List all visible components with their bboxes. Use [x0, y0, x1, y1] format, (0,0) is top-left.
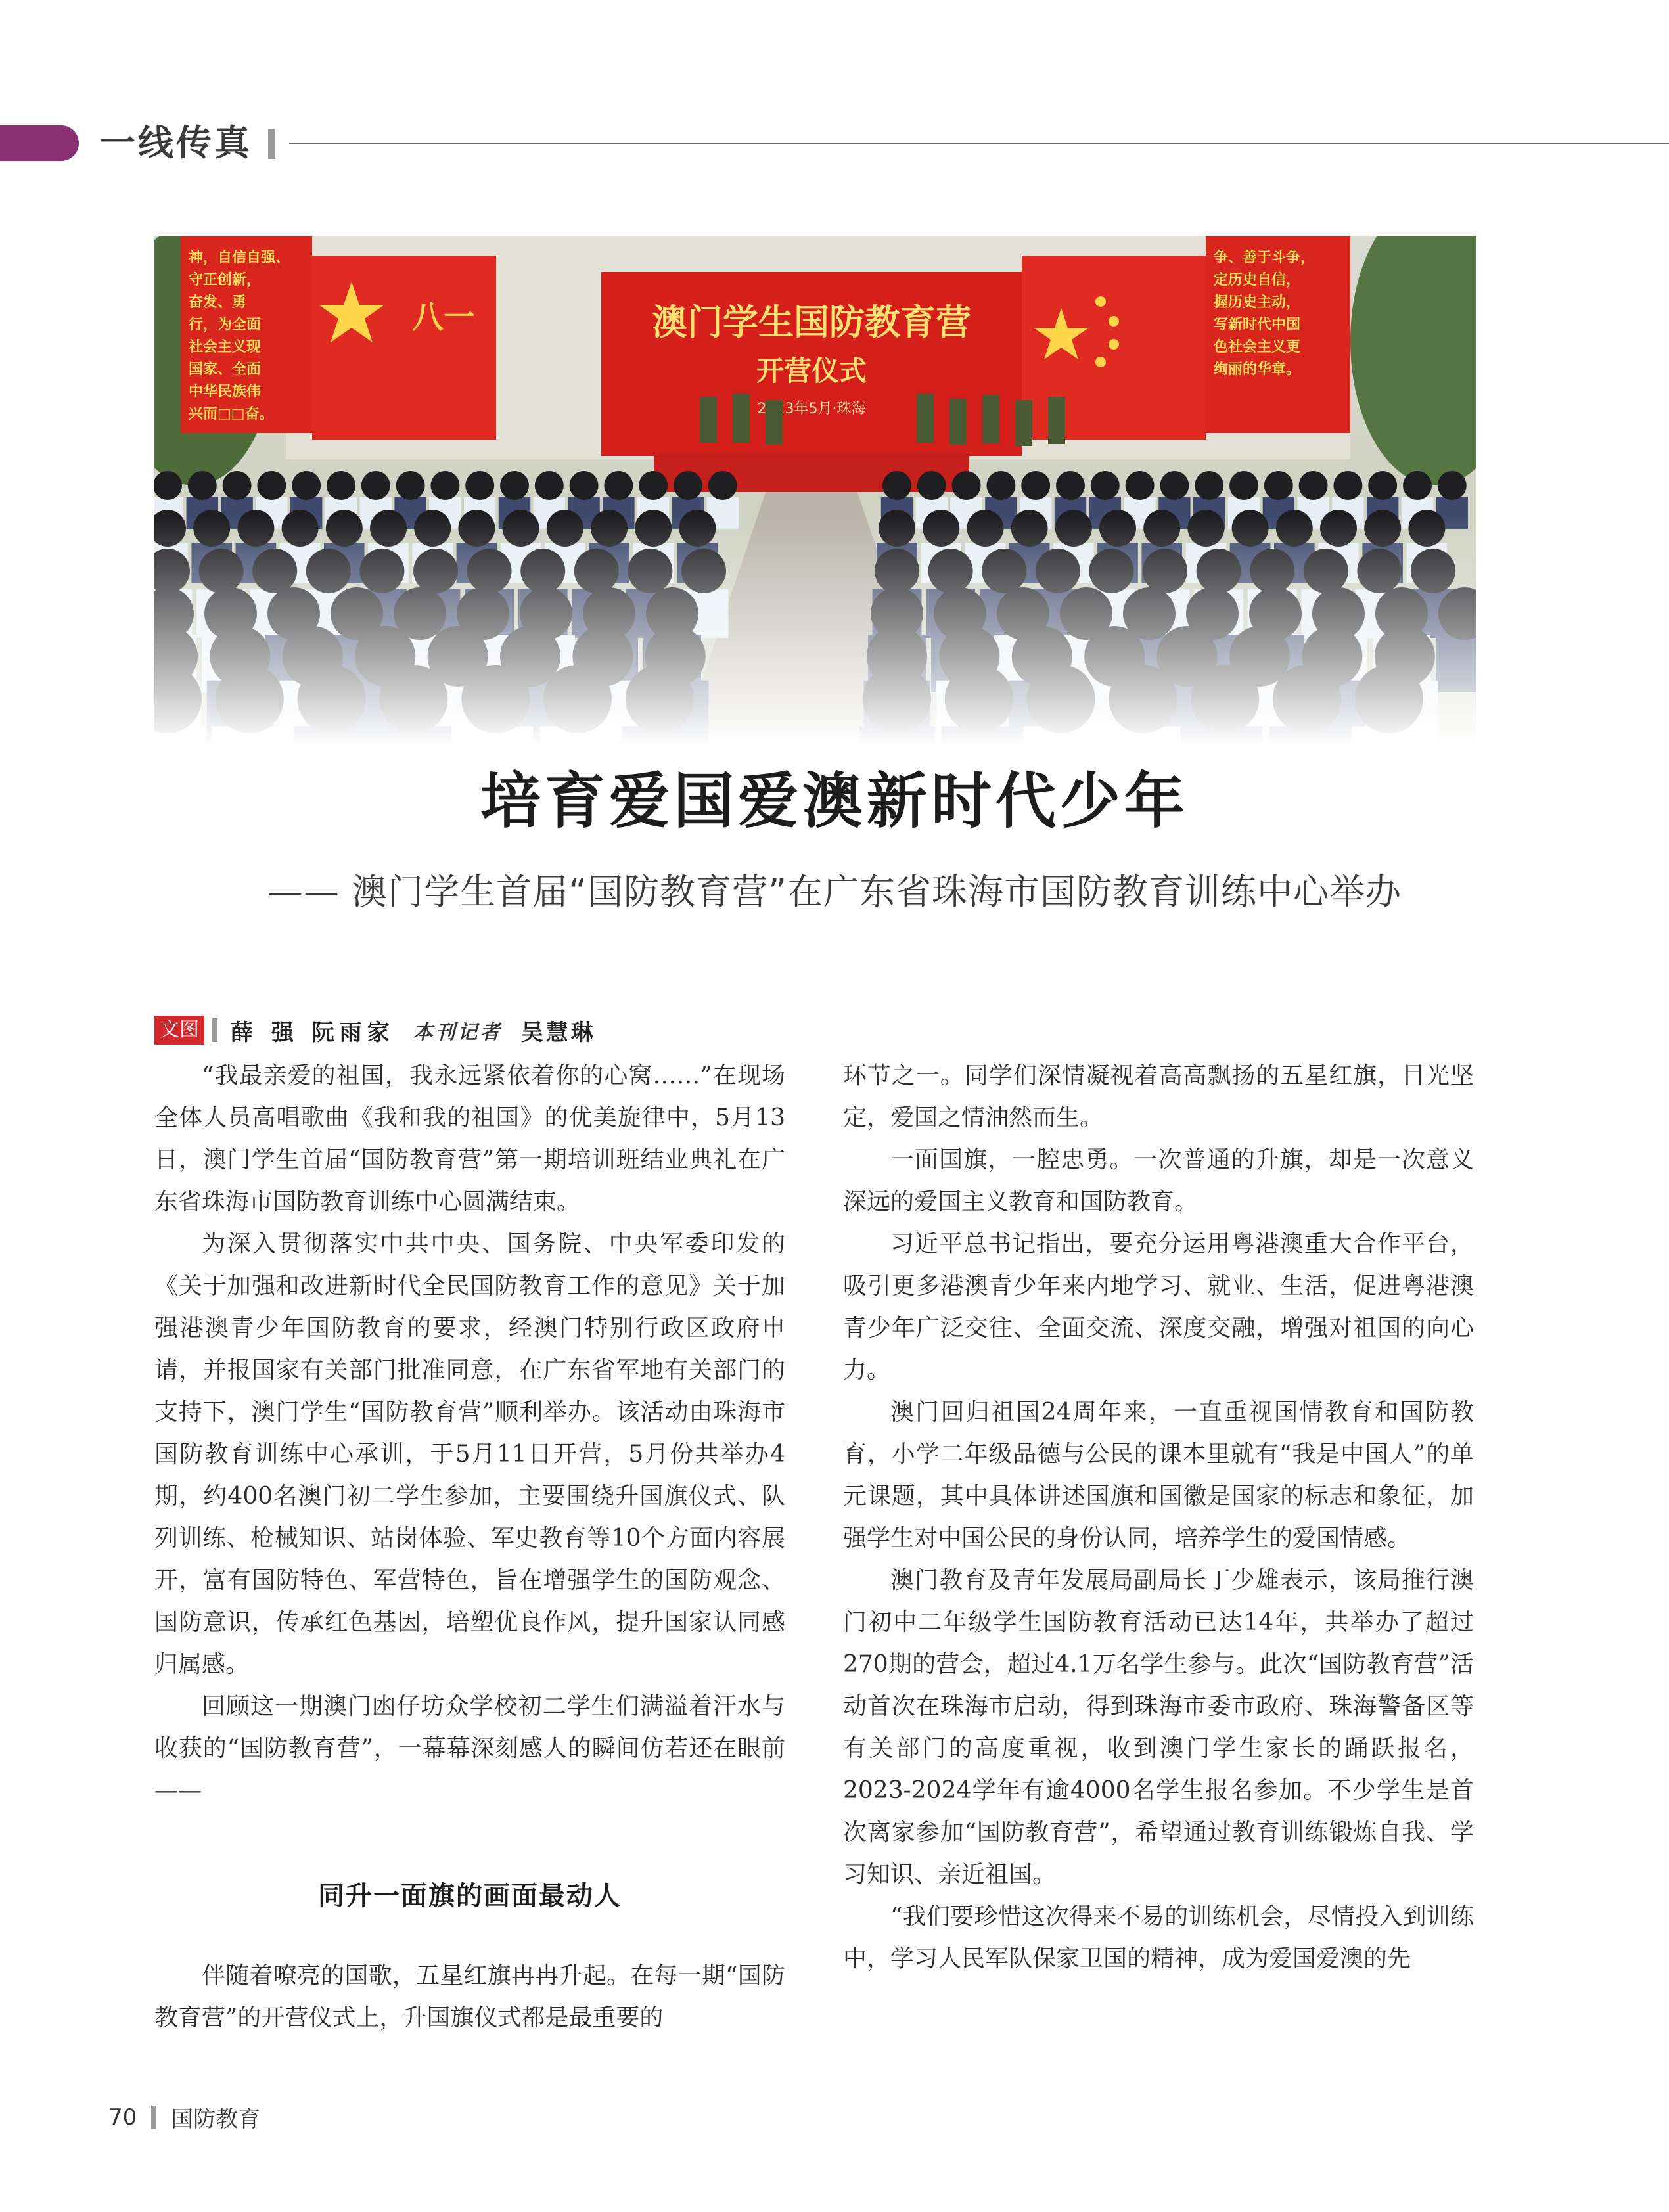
footer-divider [151, 2106, 156, 2129]
paragraph: “我最亲爱的祖国，我永远紧依着你的心窝……”在现场全体人员高唱歌曲《我和我的祖国》的优美旋律中，5月13日，澳门学生首届“国防教育营”第一期培训班结业典礼在广东省珠海市国防教育训练中心圆满结束。 [154, 1062, 785, 1215]
title-divider-bar [268, 129, 275, 159]
left-column [154, 1055, 785, 2039]
paragraph: 一面国旗，一腔忠勇。一次普通的升旗，却是一次意义深远的爱国主义教育和国防教育。 [843, 1146, 1474, 1215]
paragraph: 为深入贯彻落实中共中央、国务院、中央军委印发的《关于加强和改进新时代全民国防教育工作的意见》关于加强港澳青少年国防教育的要求，经澳门特别行政区政府申请，并报国家有关部门批准同意，在广东省军地有关部门的支持下，澳门学生“国防教育营”顺利举办。该活动由珠海市国防教育训练中心承训，于5月11日开营，5月份共举办4期，约400名澳门初二学生参加，主要围绕升国旗仪式、队列训练、枪械知识、站岗体验、军史教育等10个方面内容展开，富有国防特色、军营特色，旨在增强学生的国防观念、国防意识，传承红色基因，培塑优良作风，提升国家认同感归属感。 [154, 1230, 785, 1678]
paragraph: 澳门教育及青年发展局副局长丁少雄表示，该局推行澳门初中二年级学生国防教育活动已达14年，共举办了超过270期的营会，超过4.1万名学生参与。此次“国防教育营”活动首次在珠海市启动，得到珠海市委市政府、珠海警备区等有关部门的高度重视，收到澳门学生家长的踊跃报名，2023-2024学年有逾4000名学生报名参加。不少学生是首次离家参加“国防教育营”，希望通过教育训练锻炼自我、学习知识、亲近祖国。 [843, 1567, 1474, 1888]
article-photo [154, 236, 1476, 746]
ceremony-illustration [154, 236, 1476, 746]
section-title: 一线传真 [100, 122, 252, 164]
section-tab-marker [0, 125, 79, 161]
byline [154, 1012, 596, 1049]
paragraph-continuation: 环节之一。同学们深情凝视着高高飘扬的五星红旗，目光坚定，爱国之情油然而生。 [843, 1062, 1474, 1131]
magazine-name: 国防教育 [171, 2106, 261, 2133]
paragraph: 回顾这一期澳门凼仔坊众学校初二学生们满溢着汗水与收获的“国防教育营”，一幕幕深刻感人的瞬间仿若还在眼前—— [154, 1693, 785, 1804]
page-footer [108, 2101, 260, 2133]
article-subtitle: —— 澳门学生首届“国防教育营”在广东省珠海市国防教育训练中心举办 [267, 871, 1402, 913]
byline-reporter: 吴慧琳 [520, 1019, 596, 1046]
byline-authors: 薛 强 阮雨家 [231, 1019, 395, 1046]
right-column [843, 1055, 1474, 1980]
header-rule [289, 143, 1669, 144]
byline-role: 本刊记者 [413, 1021, 503, 1044]
section-heading: 同升一面旗的画面最动人 [318, 1881, 622, 1911]
paragraph: 伴随着嘹亮的国歌，五星红旗冉冉升起。在每一期“国防教育营”的开营仪式上，升国旗仪式都是最重要的 [154, 1962, 785, 2031]
byline-tag: 文图 [154, 1016, 204, 1045]
paragraph: 习近平总书记指出，要充分运用粤港澳重大合作平台，吸引更多港澳青少年来内地学习、就业、生活，促进粤港澳青少年广泛交往、全面交流、深度交融，增强对祖国的向心力。 [843, 1230, 1474, 1384]
paragraph: 澳门回归祖国24周年来，一直重视国情教育和国防教育，小学二年级品德与公民的课本里就有“我是中国人”的单元课题，其中具体讲述国旗和国徽是国家的标志和象征，加强学生对中国公民的身份认同，培养学生的爱国情感。 [843, 1399, 1474, 1552]
page-number: 70 [108, 2104, 137, 2131]
article-title: 培育爱国爱澳新时代少年 [480, 766, 1189, 836]
byline-divider [212, 1018, 217, 1042]
paragraph: “我们要珍惜这次得来不易的训练机会，尽情投入到训练中，学习人民军队保家卫国的精神，成为爱国爱澳的先 [843, 1903, 1474, 1972]
